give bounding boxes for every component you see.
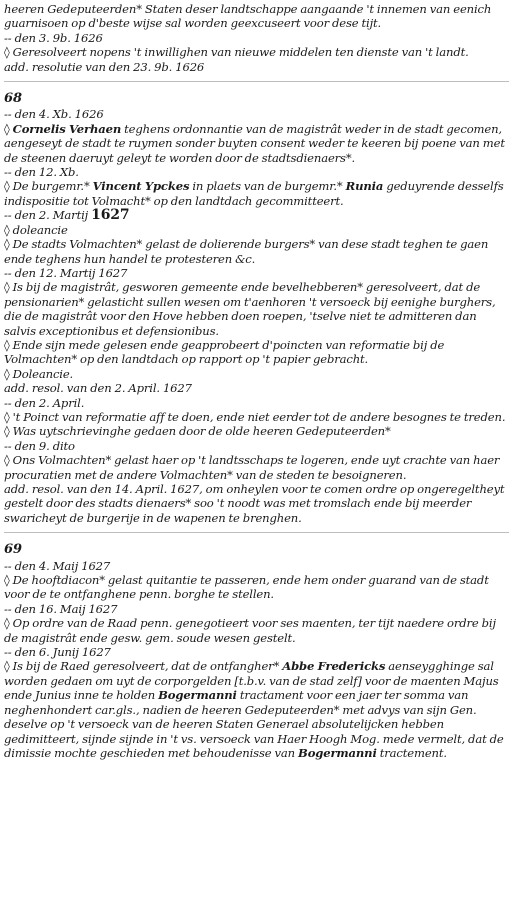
date-line: -- den 4. Xb. 1626 bbox=[4, 107, 104, 122]
addendum-line: add. resolutie van den 23. 9b. 1626 bbox=[4, 59, 205, 74]
diamond-icon: ◊ bbox=[4, 121, 13, 136]
paragraph: ◊ Geresolveert nopens 't inwillighen van nieuwe middelen ten dienste van 't landt. bbox=[4, 45, 469, 60]
person-name: Abbe Fredericks bbox=[282, 659, 386, 674]
section-divider bbox=[4, 532, 509, 533]
date-line: -- den 2. Martij 1627 bbox=[4, 207, 130, 224]
paragraph: ◊ Ende sijn mede gelesen ende geapprobeert d'poincten van reformatie bij de Volmachten* op den landtdach op rapport op 't papier gebracht. bbox=[4, 337, 445, 367]
person-name: Runia bbox=[345, 179, 384, 194]
section-divider bbox=[4, 81, 509, 82]
paragraph: ◊ Ons Volmachten* gelast haer op 't landtsschaps te logeren, ende uyt crachte van haer procuratien met de andere Volmachten* van de steden te besoigneren. bbox=[4, 453, 500, 482]
paragraph: ◊ Doleancie. bbox=[4, 366, 74, 381]
paragraph: ◊ Was uytschrievinghe gedaen door de olde heeren Gedeputeerden* bbox=[4, 424, 391, 439]
date-line: -- den 16. Maij 1627 bbox=[4, 601, 118, 616]
addendum-line: add. resol. van den 14. April. 1627, om onheylen voor te comen ordre op ongeregeltheyt gestelt door des stadts dienaers* soo 't noodt was met tromslach ende bij meerder swaricheyt de burgerije in de wapenen te brenghen. bbox=[4, 482, 505, 525]
paragraph: ◊ De stadts Volmachten* gelast de dolierende burgers* van dese stadt teghen te gaen ende teghens hun handel te protesteren &c. bbox=[4, 237, 489, 266]
person-name: Cornelis Verhaen bbox=[12, 121, 122, 136]
addendum-line: add. resol. van den 2. April. 1627 bbox=[4, 381, 192, 396]
date-line: -- den 12. Xb. bbox=[4, 165, 79, 180]
date-line: -- den 4. Maij 1627 bbox=[4, 558, 111, 573]
person-name: Vincent Ypckes bbox=[92, 179, 190, 194]
intro-block bbox=[4, 2, 509, 74]
paragraph: ◊ Op ordre van de Raad penn. genegotieert voor ses maenten, ter tijt naedere ordre bij de magistrât ende gesw. gem. soude wesen gestelt. bbox=[4, 616, 496, 645]
date-line: -- den 12. Martij 1627 bbox=[4, 265, 128, 280]
date-line: -- den 6. Junij 1627 bbox=[4, 645, 111, 660]
paragraph: ◊ Cornelis Verhaen teghens ordonnantie van de magistrât weder in de stadt gecomen, aengeseyt de stadt te ruymen sonder buyten consent weder te keeren bij poene van met de steenen daeruyt geleyt te worden door de stadtsdienaers*. bbox=[4, 121, 505, 165]
person-name: Bogermanni bbox=[158, 688, 237, 703]
section-69 bbox=[4, 543, 509, 760]
paragraph: ◊ De burgemr.* Vincent Ypckes in plaets van de burgemr.* Runia geduyrende desselfs indispositie tot Volmacht* op den landtdach gecommitteert. bbox=[4, 179, 504, 208]
paragraph: ◊ 't Poinct van reformatie aff te doen, ende niet eerder tot de andere besognes te treden. bbox=[4, 409, 506, 424]
date-line: -- den 3. 9b. 1626 bbox=[4, 30, 103, 45]
paragraph: ◊ Is bij de Raed geresolveert, dat de ontfangher* Abbe Fredericks aenseygghinge sal worden gedaen om uyt de corporgelden [t.b.v. van de stad zelf] voor de maenten Majus ende Junius inne te holden Bogermanni tractament voor een jaer ter somma van neghenhondert car.gls., nadien de heeren Gedeputeerden* met advys van sijn Gen. deselve op 't versoeck van de heeren Staten Generael absolutelijcken hebben gedimitteert, sijnde sijnde in 't vs. versoeck van Haer Hoogh Mog. mede vermelt, dat de dimissie mochte geschieden met behoudenisse van Bogermanni tractement. bbox=[4, 659, 504, 760]
section-number: 68 bbox=[4, 91, 23, 107]
paragraph: ◊ doleancie bbox=[4, 222, 68, 237]
person-name: Bogermanni bbox=[298, 745, 377, 760]
paragraph: heeren Gedeputeerden* Staten deser landtschappe aangaande 't innemen van eenich guarnisoen op d'beste wijse sal worden geexcuseert voor dese tijt. bbox=[4, 2, 492, 31]
section-number: 69 bbox=[4, 542, 23, 558]
section-68 bbox=[4, 92, 509, 525]
paragraph: ◊ De hooftdiacon* gelast quitantie te passeren, ende hem onder guarand van de stadt voor de te ontfanghene penn. borghe te stellen. bbox=[4, 573, 489, 602]
date-line: -- den 2. April. bbox=[4, 395, 85, 410]
paragraph: ◊ Is bij de magistrât, gesworen gemeente ende bevelhebberen* geresolveert, dat de pensionarien* gelasticht sullen wesen om t'aenhoren 't versoeck bij eenighe burghers, die de magistrât voor den Hove hebben doen roepen, 'tselve niet te admitteren dan salvis exceptionibus et defensionibus. bbox=[4, 280, 496, 338]
date-line: -- den 9. dito bbox=[4, 438, 75, 453]
year-marker: 1627 bbox=[91, 207, 130, 224]
